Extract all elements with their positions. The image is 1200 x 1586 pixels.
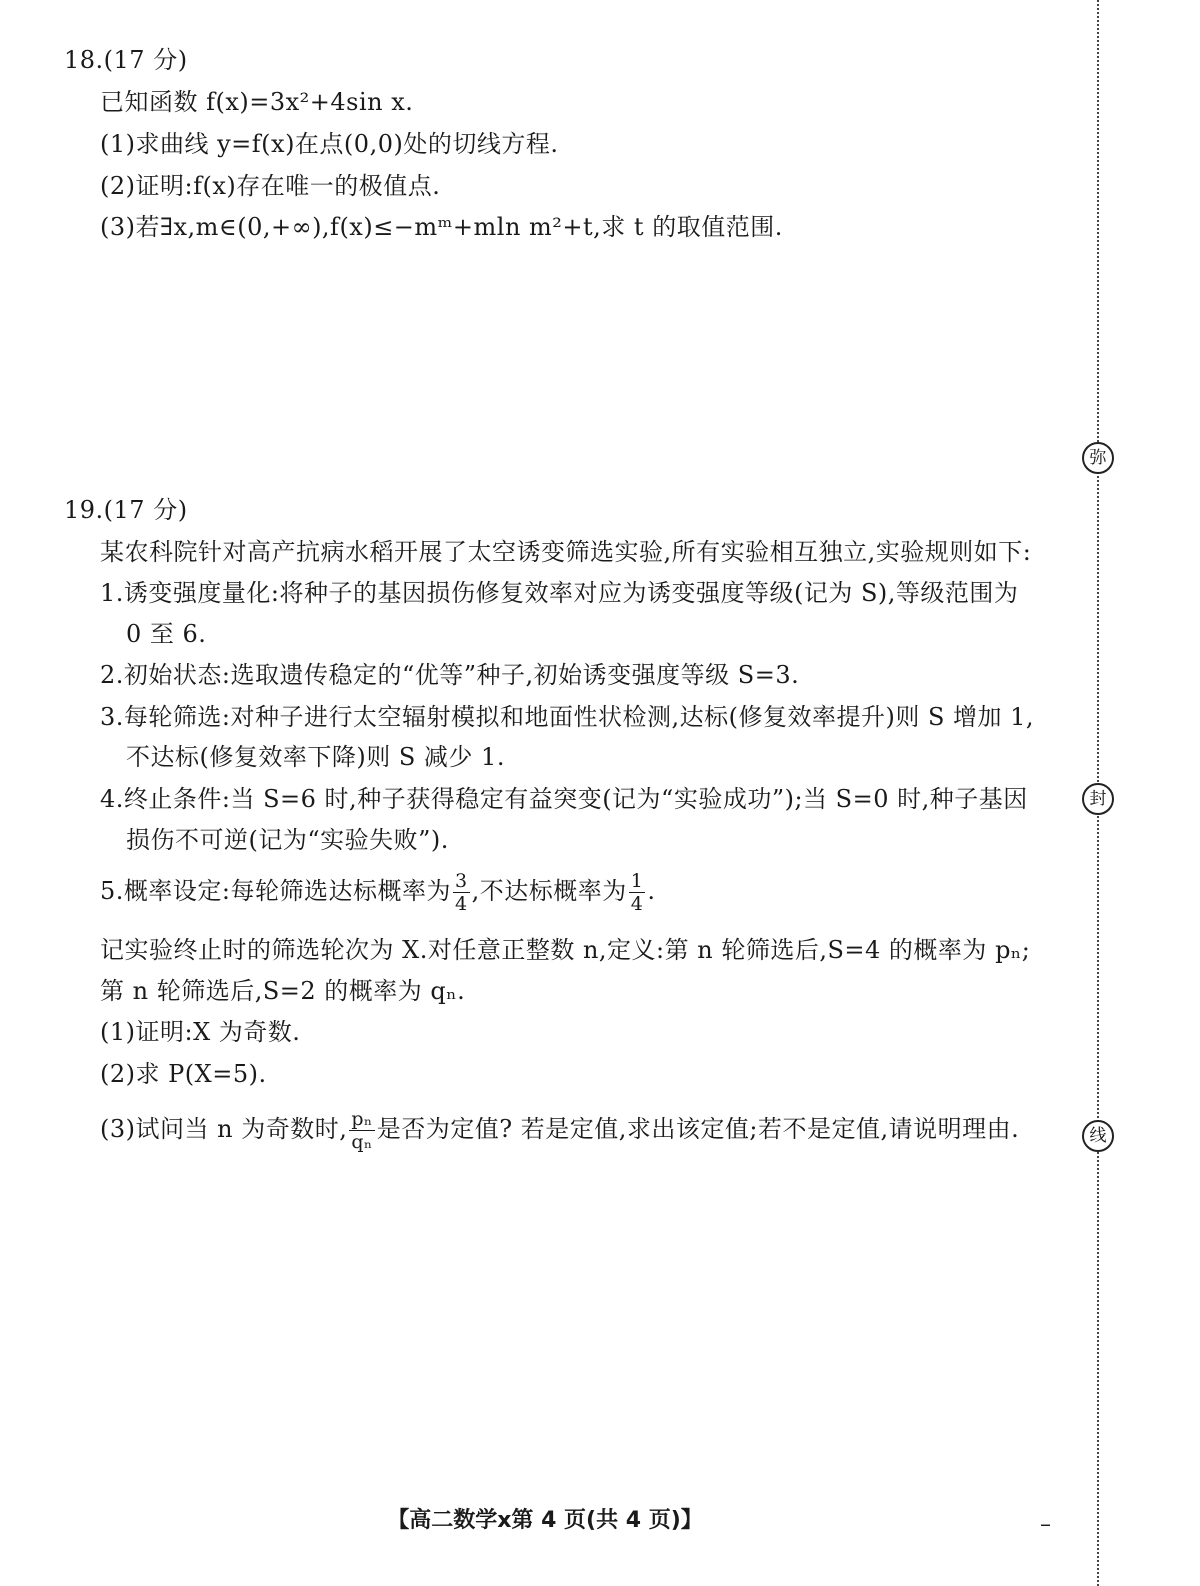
q18-part-2: (2)证明:f(x)存在唯一的极值点.: [100, 172, 441, 200]
q19-part-2: (2)求 P(X=5).: [100, 1060, 267, 1088]
corner-dash: –: [1040, 1512, 1051, 1537]
fraction-numerator: pₙ: [351, 1108, 373, 1130]
q18-intro: 已知函数 f(x)=3x²+4sin x.: [100, 88, 414, 116]
seal-mark-1: 弥: [1082, 442, 1114, 474]
q19-part-3-rest: 是否为定值? 若是定值,求出该定值;若不是定值,请说明理由.: [376, 1115, 1020, 1143]
q18-part-3: (3)若∃x,m∈(0,+∞),f(x)≤−mᵐ+mln m²+t,求 t 的取值范围.: [100, 213, 783, 241]
q18-part-1: (1)求曲线 y=f(x)在点(0,0)处的切线方程.: [100, 130, 559, 158]
q19-part-1: (1)证明:X 为奇数.: [100, 1018, 301, 1046]
q19-header: 19.(17 分): [64, 496, 188, 524]
q19-definition: 记实验终止时的筛选轮次为 X.对任意正整数 n,定义:第 n 轮筛选后,S=4 的概率为 pₙ;: [100, 936, 1031, 964]
page-footer: 【高二数学ⅹ第 4 页(共 4 页)】: [387, 1508, 703, 1533]
q18-header: 18.(17 分): [64, 46, 188, 74]
q19-rule-5-mid: ,不达标概率为: [471, 877, 627, 905]
q19-rule-3: 3.每轮筛选:对种子进行太空辐射模拟和地面性状检测,达标(修复效率提升)则 S 增加 1,: [100, 703, 1035, 731]
q19-rule-2: 2.初始状态:选取遗传稳定的“优等”种子,初始诱变强度等级 S=3.: [100, 661, 800, 689]
q19-definition-cont: 第 n 轮筛选后,S=2 的概率为 qₙ.: [100, 977, 466, 1005]
fraction-pn-over-qn: [349, 1108, 374, 1153]
q19-rule-4-cont: 损伤不可逆(记为“实验失败”).: [126, 826, 449, 854]
q19-rule-1-cont: 0 至 6.: [126, 620, 207, 648]
q19-rule-5: [100, 866, 655, 916]
fraction-one-quarter: [629, 870, 646, 915]
fraction-numerator: 3: [454, 870, 468, 892]
q19-part-3-text: (3)试问当 n 为奇数时,: [100, 1115, 348, 1143]
q19-rule-4: 4.终止条件:当 S=6 时,种子获得稳定有益突变(记为“实验成功”);当 S=0 时,种子基因: [100, 785, 1028, 813]
fraction-three-quarters: [453, 870, 470, 915]
fraction-denominator: 4: [630, 893, 644, 915]
q19-rule-3-cont: 不达标(修复效率下降)则 S 减少 1.: [126, 743, 505, 771]
q19-rule-5-end: .: [647, 877, 656, 905]
q19-rule-1: 1.诱变强度量化:将种子的基因损伤修复效率对应为诱变强度等级(记为 S),等级范围为: [100, 579, 1019, 607]
fraction-denominator: 4: [454, 893, 468, 915]
fraction-numerator: 1: [630, 870, 644, 892]
q19-rule-5-text: 5.概率设定:每轮筛选达标概率为: [100, 877, 451, 905]
fraction-denominator: qₙ: [351, 1131, 373, 1153]
q19-part-3: [100, 1104, 1019, 1154]
seal-mark-3: 线: [1082, 1120, 1114, 1152]
seal-mark-2: 封: [1082, 783, 1114, 815]
q19-intro: 某农科院针对高产抗病水稻开展了太空诱变筛选实验,所有实验相互独立,实验规则如下:: [100, 538, 1032, 566]
